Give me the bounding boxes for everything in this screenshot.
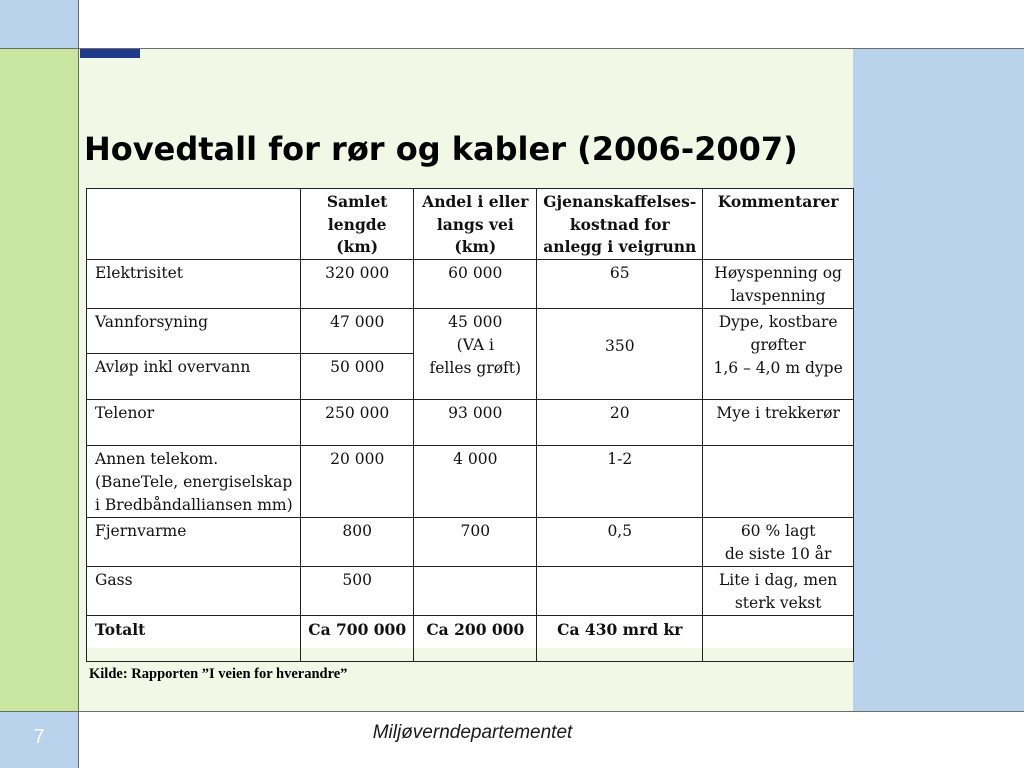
cell-length: Ca 700 000 (301, 615, 414, 661)
data-table-container (86, 188, 854, 648)
header-andel-vei: Andel i eller langs vei (km) (414, 189, 537, 260)
cell-cost-shared: 350 (537, 308, 703, 399)
cell-comment: Høyspenning og lavspenning (703, 259, 854, 308)
cell-comment: Lite i dag, men sterk vekst (703, 566, 854, 615)
table-row (87, 566, 854, 615)
cell-cost: 1-2 (537, 445, 703, 517)
top-bar (80, 0, 1024, 48)
table-row (87, 259, 854, 308)
row-name: Elektrisitet (87, 259, 301, 308)
row-name: Annen telekom. (BaneTele, energiselskap i Bredbåndalliansen mm) (87, 445, 301, 517)
cell-cost: 65 (537, 259, 703, 308)
cell-length: 47 000 (301, 308, 414, 353)
table-header-row (87, 189, 854, 260)
row-name: Avløp inkl overvann (87, 353, 301, 399)
header-samlet-lengde: Samlet lengde (km) (301, 189, 414, 260)
cell-length: 50 000 (301, 353, 414, 399)
cell-comment-shared: Dype, kostbare grøfter 1,6 – 4,0 m dype (703, 308, 854, 399)
table-row (87, 517, 854, 566)
top-divider (0, 48, 1024, 49)
header-gjenanskaffelseskostnad: Gjenanskaffelses- kostnad for anlegg i veigrunn (537, 189, 703, 260)
cell-cost: 0,5 (537, 517, 703, 566)
cell-comment: 60 % lagt de siste 10 år (703, 517, 854, 566)
header-kommentarer: Kommentarer (703, 189, 854, 260)
cell-road-shared: 45 000 (VA i felles grøft) (414, 308, 537, 399)
cell-length: 500 (301, 566, 414, 615)
cell-road: 93 000 (414, 399, 537, 445)
cell-cost: Ca 430 mrd kr (537, 615, 703, 661)
table-row (87, 399, 854, 445)
data-table (86, 188, 854, 662)
page-number: 7 (33, 726, 45, 748)
source-caption: Kilde: Rapporten ”I veien for hverandre” (89, 666, 348, 682)
table-row (87, 308, 854, 353)
row-name: Telenor (87, 399, 301, 445)
row-name: Vannforsyning (87, 308, 301, 353)
cell-comment: Mye i trekkerør (703, 399, 854, 445)
cell-road (414, 566, 537, 615)
cell-road: 4 000 (414, 445, 537, 517)
row-name: Fjernvarme (87, 517, 301, 566)
footer-ministry-name: Miljøverndepartementet (372, 722, 573, 743)
cell-cost (537, 566, 703, 615)
title-accent-bar (80, 49, 140, 58)
cell-road: 700 (414, 517, 537, 566)
header-empty (87, 189, 301, 260)
cell-length: 800 (301, 517, 414, 566)
row-name: Gass (87, 566, 301, 615)
table-total-row (87, 615, 854, 661)
cell-road: 60 000 (414, 259, 537, 308)
top-left-block (0, 0, 78, 48)
row-name: Totalt (87, 615, 301, 661)
slide-title: Hovedtall for rør og kabler (2006-2007) (84, 130, 798, 168)
cell-comment (703, 445, 854, 517)
cell-length: 320 000 (301, 259, 414, 308)
cell-road: Ca 200 000 (414, 615, 537, 661)
cell-comment (703, 615, 854, 661)
cell-length: 20 000 (301, 445, 414, 517)
left-divider (78, 0, 79, 768)
bottom-divider (0, 711, 1024, 712)
cell-cost: 20 (537, 399, 703, 445)
cell-length: 250 000 (301, 399, 414, 445)
left-sidebar-band (0, 49, 78, 711)
table-row (87, 445, 854, 517)
